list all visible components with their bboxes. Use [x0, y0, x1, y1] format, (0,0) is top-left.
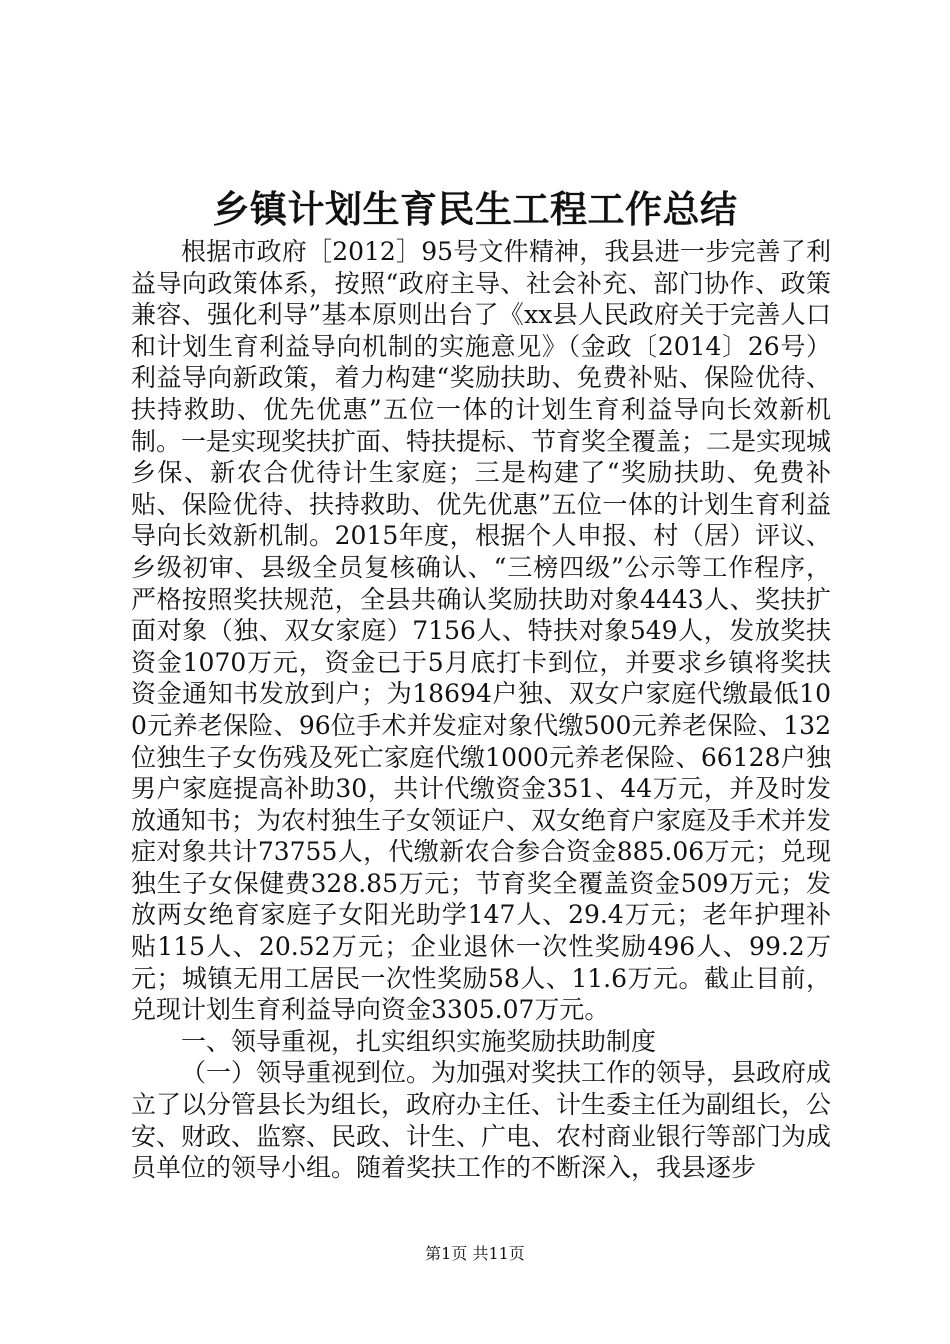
page-footer: 第1页 共11页 — [425, 1244, 525, 1263]
document-title: 乡镇计划生育民生工程工作总结 — [212, 188, 738, 231]
document-body — [131, 236, 831, 1184]
section-heading: 一、领导重视，扎实组织实施奖励扶助制度 — [181, 1026, 657, 1056]
body-paragraph: （一）领导重视到位。为加强对奖扶工作的领导，县政府成立了以分管县长为组长，政府办主任、计生委主任为副组长，公安、财政、监察、民政、计生、广电、农村商业银行等部门为成员单位的领导小组。随着奖扶工作的不断深入，我县逐步 — [131, 1058, 832, 1183]
body-paragraph: 根据市政府［2012］95号文件精神，我县进一步完善了利益导向政策体系，按照“政府主导、社会补充、部门协作、政策兼容、强化利导”基本原则出台了《xx县人民政府关于完善人口和计划生育利益导向机制的实施意见》（金政〔2014〕26号）利益导向新政策，着力构建“奖励扶助、免费补贴、保险优待、扶持救助、优先优惠”五位一体的计划生育利益导向长效新机制。一是实现奖扶扩面、特扶提标、节育奖全覆盖；二是实现城乡保、新农合优待计生家庭；三是构建了“奖励扶助、免费补贴、保险优待、扶持救助、优先优惠”五位一体的计划生育利益导向长效新机制。2015年度，根据个人申报、村（居）评议、乡级初审、县级全员复核确认、“三榜四级”公示等工作程序，严格按照奖扶规范，全县共确认奖励扶助对象4443人、奖扶扩面对象（独、双女家庭）7156人、特扶对象549人，发放奖扶资金1070万元，资金已于5月底打卡到位，并要求乡镇将奖扶资金通知书发放到户；为18694户独、双女户家庭代缴最低100元养老保险、96位手术并发症对象代缴500元养老保险、132位独生子女伤残及死亡家庭代缴1000元养老保险、66128户独男户家庭提高补助30，共计代缴资金351、44万元，并及时发放通知书；为农村独生子女领证户、双女绝育户家庭及手术并发症对象共计73755人，代缴新农合参合资金885.06万元；兑现独生子女保健费328.85万元；节育奖全覆盖资金509万元；发放两女绝育家庭子女阳光助学147人、29.4万元；老年护理补贴115人、20.52万元；企业退休一次性奖励496人、99.2万元；城镇无用工居民一次性奖励58人、11.6万元。截止目前，兑现计划生育利益导向资金3305.07万元。 — [131, 237, 832, 1025]
